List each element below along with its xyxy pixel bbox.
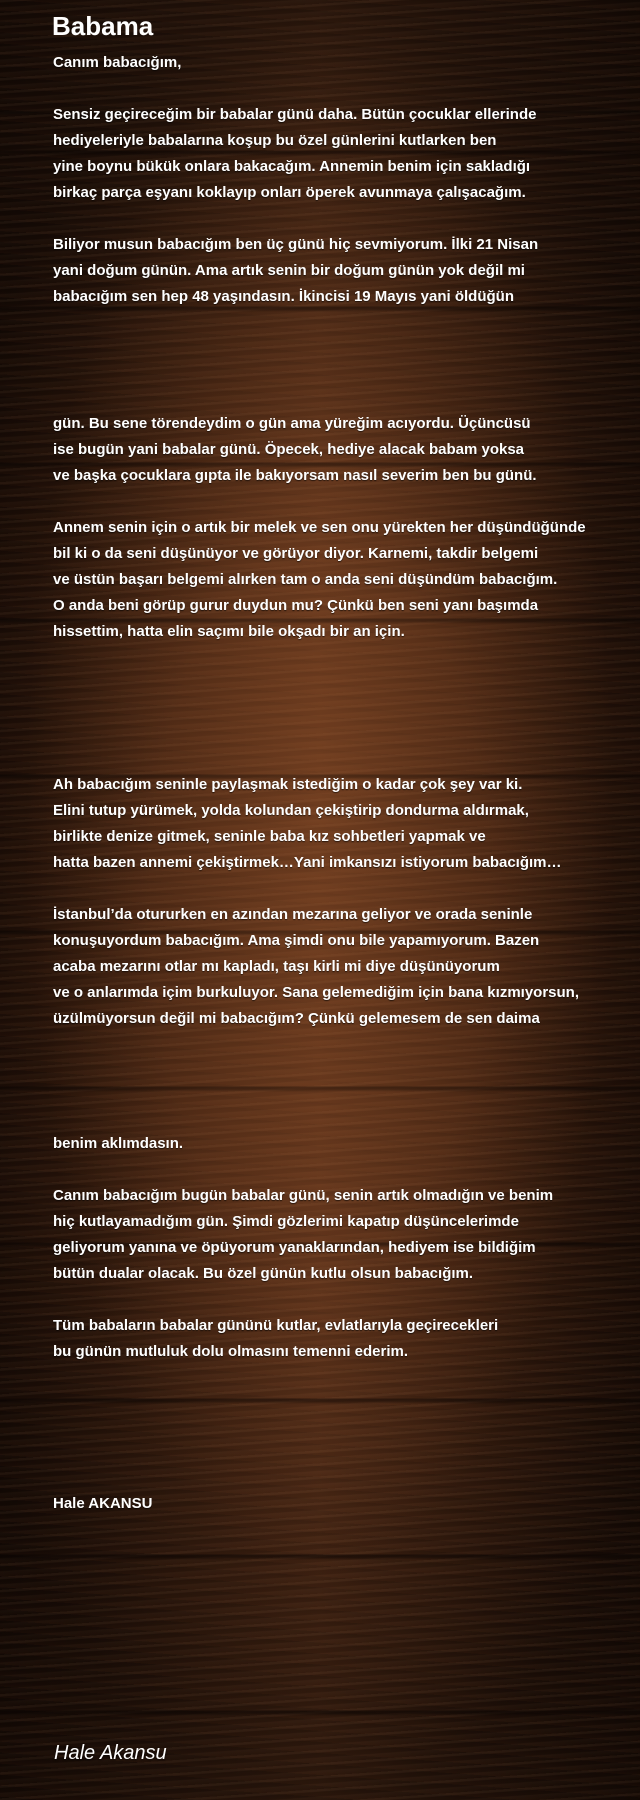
author-line bbox=[53, 1491, 633, 1517]
author-signature: Hale Akansu bbox=[54, 1742, 167, 1764]
poem-line: Canım babacığım, bbox=[53, 54, 182, 71]
paragraph bbox=[53, 102, 633, 206]
poem-line: Tüm babaların babalar gününü kutlar, evlatlarıyla geçirecekleri bbox=[53, 1317, 499, 1334]
poem-title: Babama bbox=[52, 11, 154, 41]
poem-line: birlikte denize gitmek, seninle baba kız sohbetleri yapmak ve bbox=[53, 828, 486, 845]
poem-line: gün. Bu sene törendeydim o gün ama yüreğim acıyordu. Üçüncüsü bbox=[53, 415, 531, 432]
poem-line: üzülmüyorsun değil mi babacığım? Çünkü gelemesem de sen daima bbox=[53, 1010, 540, 1027]
poem-line: O anda beni görüp gurur duydun mu? Çünkü ben seni yanı başımda bbox=[53, 597, 539, 614]
poem-line: Ah babacığım seninle paylaşmak istediğim o kadar çok şey var ki. bbox=[53, 776, 523, 793]
paragraph bbox=[53, 772, 633, 876]
poem-line: ve başka çocuklara gıpta ile bakıyorsam nasıl severim ben bu günü. bbox=[53, 467, 537, 484]
poem-line: Canım babacığım bugün babalar günü, senin artık olmadığın ve benim bbox=[53, 1187, 554, 1204]
poem-line: Elini tutup yürümek, yolda kolundan çekiştirip dondurma aldırmak, bbox=[53, 802, 529, 819]
poem-line: geliyorum yanına ve öpüyorum yanaklarından, hediyem ise bildiğim bbox=[53, 1239, 536, 1256]
poem-line: hatta bazen annemi çekiştirmek…Yani imkansızı istiyorum babacığım… bbox=[53, 854, 562, 871]
paragraph bbox=[53, 1131, 633, 1157]
poem-line: hiç kutlayamadığım gün. Şimdi gözlerimi kapatıp düşüncelerimde bbox=[53, 1213, 519, 1230]
poem-line: yine boynu bükük onlara bakacağım. Annemin benim için sakladığı bbox=[53, 158, 531, 175]
paragraph bbox=[53, 1313, 633, 1365]
poem-line: ise bugün yani babalar günü. Öpecek, hediye alacak babam yoksa bbox=[53, 441, 525, 458]
poem-line: benim aklımdasın. bbox=[53, 1135, 184, 1152]
paragraph-greeting bbox=[53, 50, 633, 76]
paragraph bbox=[53, 515, 633, 645]
author-name: Hale AKANSU bbox=[53, 1495, 153, 1512]
poem-line: Sensiz geçireceğim bir babalar günü daha. Bütün çocuklar ellerinde bbox=[53, 106, 537, 123]
paragraph bbox=[53, 232, 633, 310]
poem-line: bil ki o da seni düşünüyor ve görüyor diyor. Karnemi, takdir belgemi bbox=[53, 545, 539, 562]
poem-line: İstanbul’da otururken en azından mezarına geliyor ve orada seninle bbox=[53, 906, 533, 923]
poem-line: birkaç parça eşyanı koklayıp onları öperek avunmaya çalışacağım. bbox=[53, 184, 526, 201]
poem-line: bu günün mutluluk dolu olmasını temenni ederim. bbox=[53, 1343, 409, 1360]
poem-line: yani doğum günün. Ama artık senin bir doğum günün yok değil mi bbox=[53, 262, 525, 279]
poem-line: bütün dualar olacak. Bu özel günün kutlu olsun babacığım. bbox=[53, 1265, 474, 1282]
poem-line: hissettim, hatta elin saçımı bile okşadı bir an için. bbox=[53, 623, 405, 640]
poem-line: babacığım sen hep 48 yaşındasın. İkincisi 19 Mayıs yani öldüğün bbox=[53, 288, 514, 305]
poem-line: acaba mezarını otlar mı kapladı, taşı kirli mi diye düşünüyorum bbox=[53, 958, 500, 975]
poem-line: hediyeleriyle babalarına koşup bu özel günlerini kutlarken ben bbox=[53, 132, 497, 149]
poem-line: Annem senin için o artık bir melek ve sen onu yürekten her düşündüğünde bbox=[53, 519, 586, 536]
paragraph bbox=[53, 902, 633, 1032]
poem-line: konuşuyordum babacığım. Ama şimdi onu bile yapamıyorum. Bazen bbox=[53, 932, 540, 949]
poem-line: Biliyor musun babacığım ben üç günü hiç sevmiyorum. İlki 21 Nisan bbox=[53, 236, 539, 253]
poem-line: ve o anlarımda içim burkuluyor. Sana gelemediğim için bana kızmıyorsun, bbox=[53, 984, 579, 1001]
poem-line: ve üstün başarı belgemi alırken tam o anda seni düşündüm babacığım. bbox=[53, 571, 558, 588]
paragraph bbox=[53, 1183, 633, 1287]
paragraph bbox=[53, 411, 633, 489]
